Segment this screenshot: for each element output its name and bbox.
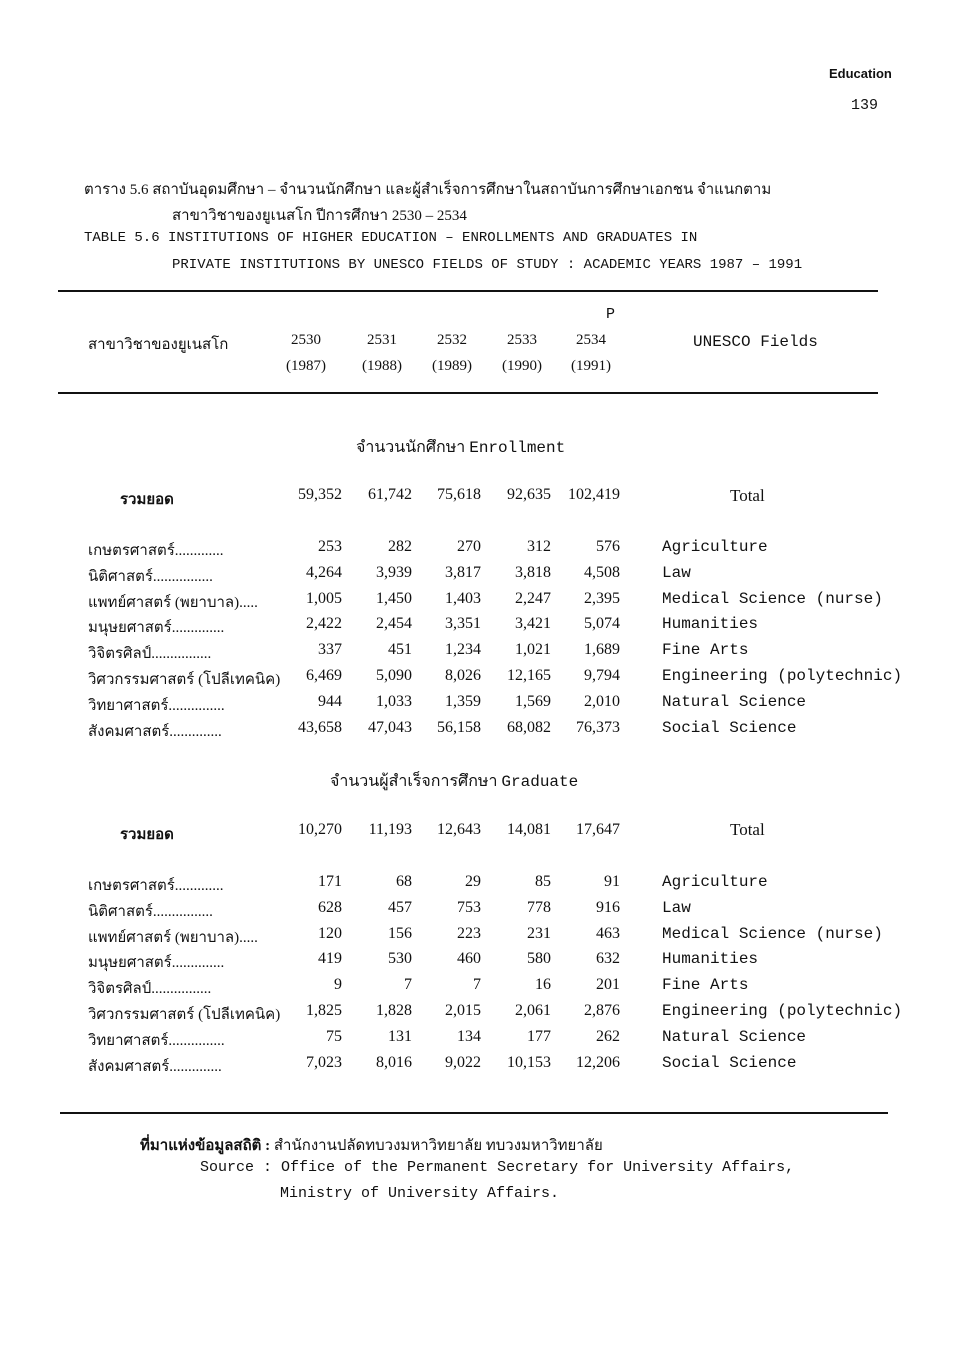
table-cell: 9,794 <box>584 667 620 684</box>
table-cell: 10,270 <box>298 821 342 838</box>
table-cell: 9 <box>334 976 342 994</box>
table-cell: 628 <box>318 898 342 916</box>
table-cell: 102,419 <box>568 486 620 503</box>
year-th: 2533 <box>507 332 537 348</box>
row-label-th: สังคมศาสตร์.............. <box>88 723 222 740</box>
table-cell: 11,193 <box>368 821 412 838</box>
table-cell: 460 <box>457 950 481 968</box>
table-cell: 3,351 <box>445 615 481 633</box>
table-cell: 92,635 <box>507 486 551 503</box>
table-cell: 43,658 <box>298 718 342 736</box>
total-label-th: รวมยอด <box>120 827 174 843</box>
table-cell: 1,005 <box>306 589 342 607</box>
section-heading-enrollment <box>356 435 565 460</box>
table-cell: 12,643 <box>437 821 481 838</box>
section-heading-graduate <box>330 769 578 794</box>
table-cell: 262 <box>596 1027 620 1045</box>
year-th: 2530 <box>291 332 321 348</box>
section-heading-th: จำนวนนักศึกษา <box>356 439 466 456</box>
table-cell: 2,010 <box>584 692 620 710</box>
table-cell: 10,153 <box>507 1053 551 1071</box>
table-cell: 1,021 <box>515 641 551 659</box>
row-label-th: มนุษยศาสตร์.............. <box>88 955 225 972</box>
table-cell: 8,016 <box>376 1053 412 1071</box>
table-cell: 337 <box>318 641 342 659</box>
row-label-en: Natural Science <box>662 692 807 711</box>
table-cell: 171 <box>318 873 342 890</box>
table-cell: 282 <box>388 538 412 555</box>
year-en: (1990) <box>502 358 542 374</box>
table-cell: 2,876 <box>584 1002 620 1019</box>
table-cell: 1,359 <box>445 692 481 710</box>
source-label-th: ที่มาแห่งข้อมูลสถิติ : <box>140 1138 271 1154</box>
table-cell: 2,454 <box>376 615 412 633</box>
table-cell: 75 <box>326 1027 342 1045</box>
row-label-th: วิจิตรศิลป์................ <box>88 646 212 663</box>
table-cell: 223 <box>457 924 481 942</box>
row-label-en: Engineering (polytechnic) <box>662 1002 903 1020</box>
table-cell: 5,074 <box>584 615 620 633</box>
row-label-en: Medical Science (nurse) <box>662 589 883 608</box>
row-label-th: วิทยาศาสตร์............... <box>88 1032 225 1049</box>
table-cell: 56,158 <box>437 718 481 736</box>
table-cell: 419 <box>318 950 342 968</box>
table-cell: 134 <box>457 1027 481 1045</box>
row-label-en: Fine Arts <box>662 976 749 995</box>
preliminary-mark: P <box>606 306 616 323</box>
row-label-th: วิศวกรรมศาสตร์ (โปลีเทคนิค) <box>88 672 281 688</box>
table-cell: 2,061 <box>515 1002 551 1019</box>
row-label-th: วิจิตรศิลป์................ <box>88 981 212 998</box>
table-cell: 632 <box>596 950 620 968</box>
table-cell: 91 <box>604 873 620 890</box>
table-cell: 4,508 <box>584 563 620 581</box>
total-label-en: Total <box>730 486 765 505</box>
table-cell: 3,939 <box>376 563 412 581</box>
source-text-en: Office of the Permanent Secretary for University Affairs, <box>281 1159 795 1176</box>
row-label-th: นิติศาสตร์................ <box>88 903 213 920</box>
table-cell: 1,689 <box>584 641 620 659</box>
table-cell: 916 <box>596 898 620 916</box>
row-label-th: วิศวกรรมศาสตร์ (โปลีเทคนิค) <box>88 1007 281 1023</box>
total-label-en: Total <box>730 820 765 839</box>
table-cell: 1,450 <box>376 589 412 607</box>
table-cell: 1,828 <box>376 1002 412 1019</box>
table-cell: 12,165 <box>507 667 551 684</box>
table-cell: 580 <box>527 950 551 968</box>
table-cell: 16 <box>535 976 551 994</box>
row-label-en: Law <box>662 898 691 917</box>
table-cell: 201 <box>596 976 620 994</box>
table-cell: 231 <box>527 924 551 942</box>
table-cell: 2,247 <box>515 589 551 607</box>
table-cell: 778 <box>527 898 551 916</box>
table-cell: 75,618 <box>437 486 481 503</box>
table-cell: 8,026 <box>445 667 481 684</box>
table-cell: 177 <box>527 1027 551 1045</box>
table-cell: 530 <box>388 950 412 968</box>
table-cell: 3,817 <box>445 563 481 581</box>
section-heading-en: Enrollment <box>469 439 566 457</box>
source-th <box>140 1133 603 1157</box>
table-cell: 1,234 <box>445 641 481 659</box>
table-cell: 2,422 <box>306 615 342 633</box>
table-cell: 61,742 <box>368 486 412 503</box>
row-label-en: Medical Science (nurse) <box>662 924 883 943</box>
table-cell: 47,043 <box>368 718 412 736</box>
table-cell: 6,469 <box>306 667 342 684</box>
source-label-en: Source : <box>200 1159 273 1176</box>
table-cell: 2,015 <box>445 1002 481 1019</box>
header-bottom-rule <box>58 392 878 394</box>
year-en: (1987) <box>286 358 326 374</box>
table-cell: 253 <box>318 538 342 555</box>
table-cell: 76,373 <box>576 718 620 736</box>
table-cell: 120 <box>318 924 342 942</box>
row-label-th: แพทย์ศาสตร์ (พยาบาล)..... <box>88 929 258 946</box>
row-label-th: วิทยาศาสตร์............... <box>88 697 225 714</box>
table-cell: 1,825 <box>306 1002 342 1019</box>
table-cell: 68 <box>396 873 412 890</box>
row-label-en: Agriculture <box>662 538 768 556</box>
section-heading-th: จำนวนผู้สำเร็จการศึกษา <box>330 773 498 790</box>
row-label-th: แพทย์ศาสตร์ (พยาบาล)..... <box>88 594 258 611</box>
row-label-en: Humanities <box>662 950 759 969</box>
table-cell: 312 <box>527 538 551 555</box>
table-cell: 2,395 <box>584 589 620 607</box>
table-cell: 1,403 <box>445 589 481 607</box>
table-bottom-rule <box>60 1112 888 1114</box>
year-en: (1989) <box>432 358 472 374</box>
total-label-th: รวมยอด <box>120 492 174 508</box>
table-cell: 68,082 <box>507 718 551 736</box>
column-header-en: UNESCO Fields <box>693 333 818 351</box>
table-cell: 463 <box>596 924 620 942</box>
table-cell: 4,264 <box>306 563 342 581</box>
table-cell: 85 <box>535 873 551 890</box>
section-heading-en: Graduate <box>501 773 579 791</box>
table-title-en-line2: PRIVATE INSTITUTIONS BY UNESCO FIELDS OF STUDY : ACADEMIC YEARS 1987 – 1991 <box>172 257 803 273</box>
row-label-th: นิติศาสตร์................ <box>88 568 213 585</box>
table-cell: 9,022 <box>445 1053 481 1071</box>
source-text-en-line2: Ministry of University Affairs. <box>280 1185 560 1202</box>
row-label-en: Social Science <box>662 1053 797 1072</box>
table-cell: 1,033 <box>376 692 412 710</box>
table-cell: 944 <box>318 692 342 710</box>
year-th: 2531 <box>367 332 397 348</box>
table-title-en-line1: TABLE 5.6 INSTITUTIONS OF HIGHER EDUCATION – ENROLLMENTS AND GRADUATES IN <box>84 230 698 246</box>
table-top-rule <box>58 290 878 292</box>
row-label-th: เกษตรศาสตร์............. <box>88 878 224 894</box>
row-label-th: เกษตรศาสตร์............. <box>88 543 224 559</box>
table-cell: 576 <box>596 538 620 555</box>
row-label-th: มนุษยศาสตร์.............. <box>88 620 225 637</box>
table-title-th-line1: ตาราง 5.6 สถาบันอุดมศึกษา – จำนวนนักศึกษา และผู้สำเร็จการศึกษาในสถาบันการศึกษาเอกชน จำแนกตาม <box>84 182 772 198</box>
row-label-en: Natural Science <box>662 1027 807 1046</box>
table-cell: 3,818 <box>515 563 551 581</box>
row-label-en: Agriculture <box>662 873 768 891</box>
table-cell: 1,569 <box>515 692 551 710</box>
table-cell: 7,023 <box>306 1053 342 1071</box>
page-number: 139 <box>851 97 879 114</box>
source-en-line1 <box>200 1159 794 1176</box>
table-cell: 451 <box>388 641 412 659</box>
table-cell: 7 <box>404 976 412 994</box>
year-th: 2534 <box>576 332 606 348</box>
table-cell: 3,421 <box>515 615 551 633</box>
table-cell: 12,206 <box>576 1053 620 1071</box>
year-en: (1988) <box>362 358 402 374</box>
table-cell: 14,081 <box>507 821 551 838</box>
row-label-en: Engineering (polytechnic) <box>662 667 903 685</box>
row-label-en: Social Science <box>662 718 797 737</box>
table-cell: 270 <box>457 538 481 555</box>
row-label-th: สังคมศาสตร์.............. <box>88 1058 222 1075</box>
year-th: 2532 <box>437 332 467 348</box>
running-header-section: Education <box>829 66 892 81</box>
table-cell: 457 <box>388 898 412 916</box>
table-title-th-line2: สาขาวิชาของยูเนสโก ปีการศึกษา 2530 – 2534 <box>172 208 467 224</box>
table-cell: 59,352 <box>298 486 342 503</box>
row-label-en: Humanities <box>662 615 759 634</box>
year-en: (1991) <box>571 358 611 374</box>
row-label-en: Fine Arts <box>662 641 749 660</box>
row-label-en: Law <box>662 563 691 582</box>
table-cell: 17,647 <box>576 821 620 838</box>
source-text-th: สำนักงานปลัดทบวงมหาวิทยาลัย ทบวงมหาวิทยาลัย <box>273 1138 603 1154</box>
table-cell: 29 <box>465 873 481 890</box>
table-cell: 5,090 <box>376 667 412 684</box>
table-cell: 753 <box>457 898 481 916</box>
table-cell: 156 <box>388 924 412 942</box>
table-cell: 7 <box>473 976 481 994</box>
table-cell: 131 <box>388 1027 412 1045</box>
column-header-th: สาขาวิชาของยูเนสโก <box>88 337 229 353</box>
